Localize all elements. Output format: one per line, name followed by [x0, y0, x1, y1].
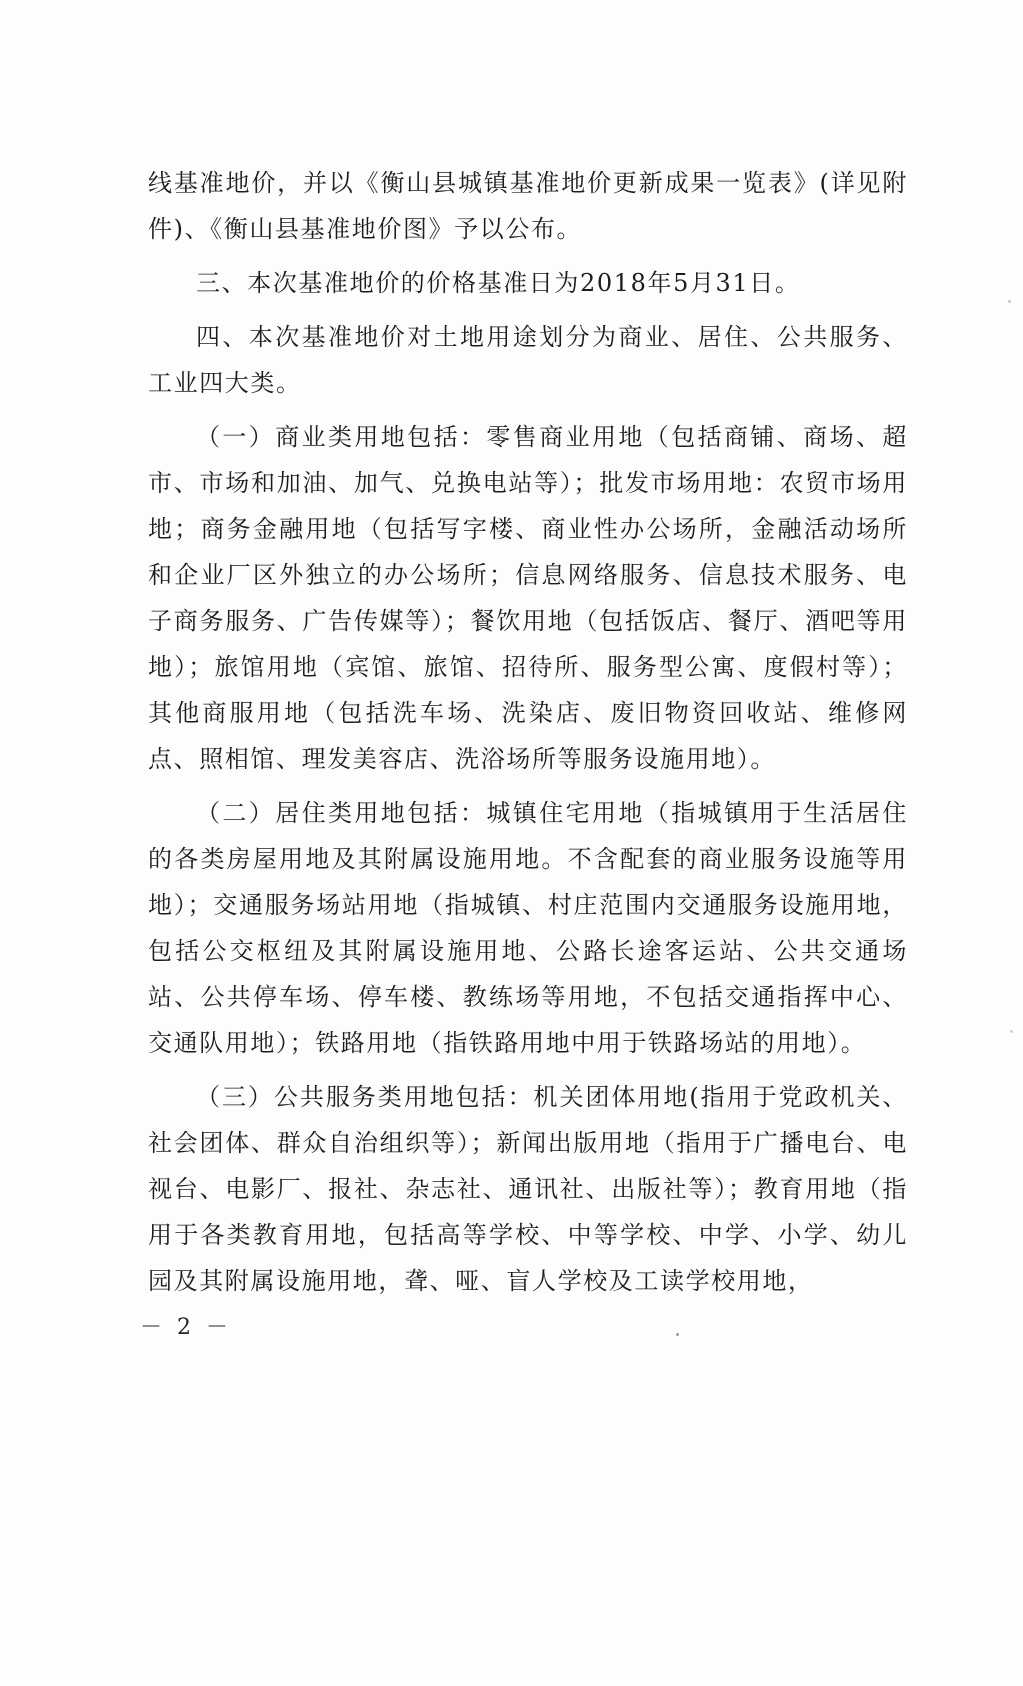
paragraph-continuation: 线基准地价，并以《衡山县城镇基准地价更新成果一览表》(详见附件)、《衡山县基准地价图》予以公布。 — [148, 169, 908, 243]
paragraph-item-3: 三、本次基准地价的价格基准日为2018年5月31日。 — [196, 269, 801, 297]
paragraph-item-4: 四、本次基准地价对土地用途划分为商业、居住、公共服务、工业四大类。 — [148, 323, 908, 397]
paragraph-commercial-land: （一）商业类用地包括：零售商业用地（包括商铺、商场、超市、市场和加油、加气、兑换电站等）；批发市场用地：农贸市场用地；商务金融用地（包括写字楼、商业性办公场所，金融活动场所和企业厂区外独立的办公场所；信息网络服务、信息技术服务、电子商务服务、广告传媒等）；餐饮用地（包括饭店、餐厅、酒吧等用地）；旅馆用地（宾馆、旅馆、招待所、服务型公寓、度假村等）；其他商服用地（包括洗车场、洗染店、废旧物资回收站、维修网点、照相馆、理发美容店、洗浴场所等服务设施用地）。 — [148, 423, 908, 773]
scan-speck — [1010, 1030, 1013, 1033]
scan-speck — [1008, 300, 1011, 303]
paragraph-residential-land: （二）居住类用地包括：城镇住宅用地（指城镇用于生活居住的各类房屋用地及其附属设施用地。不含配套的商业服务设施等用地）；交通服务场站用地（指城镇、村庄范围内交通服务设施用地，包括公交枢纽及其附属设施用地、公路长途客运站、公共交通场站、公共停车场、停车楼、教练场等用地，不包括交通指挥中心、交通队用地）；铁路用地（指铁路用地中用于铁路场站的用地）。 — [148, 799, 908, 1057]
scan-speck — [676, 1333, 679, 1336]
document-body — [148, 160, 908, 1312]
paragraph-public-service-land: （三）公共服务类用地包括：机关团体用地(指用于党政机关、社会团体、群众自治组织等）；新闻出版用地（指用于广播电台、电视台、电影厂、报社、杂志社、通讯社、出版社等）；教育用地（指用于各类教育用地，包括高等学校、中等学校、中学、小学、幼儿园及其附属设施用地，聋、哑、盲人学校及工读学校用地， — [148, 1083, 908, 1295]
page-number: － 2 － — [140, 1315, 232, 1340]
